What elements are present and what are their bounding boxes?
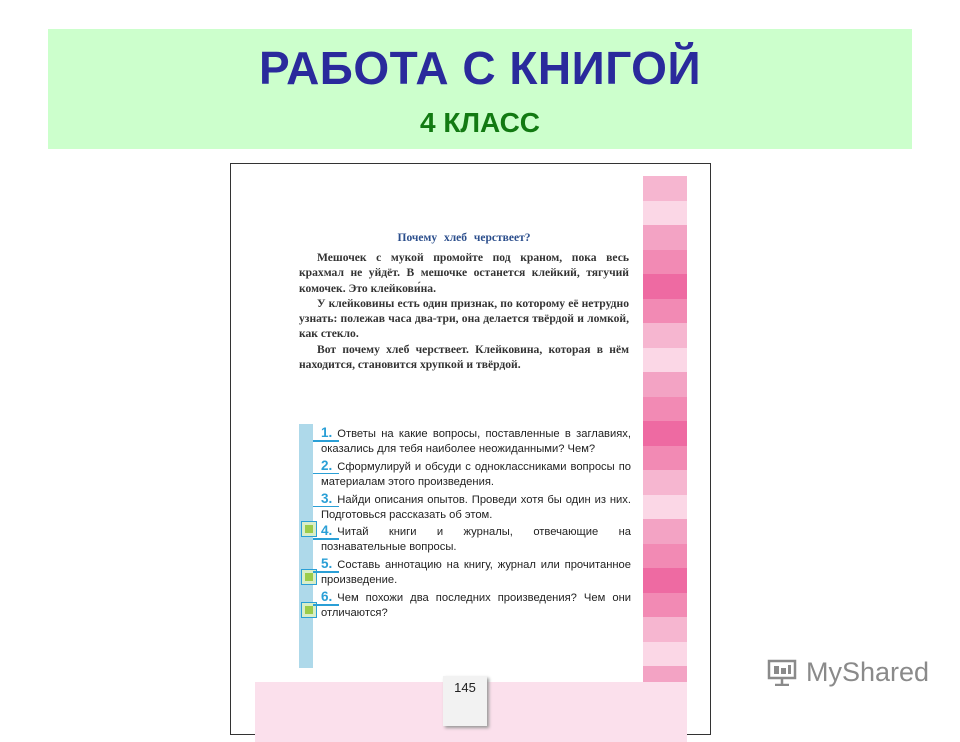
pink-strip-segment: [643, 470, 687, 495]
textbook-page-image: [230, 163, 711, 735]
pink-margin-strip: [643, 176, 687, 686]
question-item: [317, 492, 631, 523]
question-text: Чем похожи два последних произведения? Чем они отличаются?: [321, 592, 631, 619]
pink-strip-segment: [643, 397, 687, 422]
pink-strip-segment: [643, 568, 687, 593]
question-number: 1.: [321, 425, 333, 440]
pink-strip-segment: [643, 348, 687, 373]
slide-title: РАБОТА С КНИГОЙ: [258, 42, 702, 94]
pink-strip-segment: [643, 299, 687, 324]
question-item: [317, 524, 631, 555]
paragraph: Вот почему хлеб черствеет. Клейковина, которая в нём находится, становится хрупкой и твёрдой.: [299, 342, 629, 372]
page-number: 145: [443, 676, 487, 726]
question-text: Найди описания опытов. Проведи хотя бы один из них. Подготовься рассказать об этом.: [321, 493, 631, 521]
pink-strip-segment: [643, 495, 687, 520]
question-text: Составь аннотацию на книгу, журнал или прочитанное произведение.: [321, 559, 631, 587]
question-number: 6.: [321, 589, 333, 605]
paragraph: У клейковины есть один признак, по которому её нетрудно узнать: полежав часа два-три, она делается твёрдой и ломкой, как стекло.: [299, 296, 629, 341]
pink-strip-segment: [643, 274, 687, 299]
article-heading: Почему хлеб черствеет?: [397, 232, 531, 244]
pink-strip-segment: [643, 446, 687, 471]
pink-strip-segment: [643, 593, 687, 618]
pink-strip-segment: [643, 642, 687, 667]
question-number: 3.: [321, 490, 333, 506]
logo-text: MyShared: [806, 657, 930, 687]
question-text: Читай книги и журналы, отвечающие на познавательные вопросы.: [321, 526, 631, 554]
question-item: [317, 557, 631, 588]
questions-sidebar-bar: [299, 424, 313, 668]
pink-strip-segment: [643, 323, 687, 348]
slide-subtitle: 4 КЛАСС: [419, 107, 541, 138]
article-body: [299, 250, 629, 372]
pink-strip-segment: [643, 176, 687, 201]
pink-strip-segment: [643, 617, 687, 642]
presentation-board-icon: [766, 658, 798, 686]
myshared-logo[interactable]: [766, 656, 930, 690]
pink-strip-segment: [643, 250, 687, 275]
question-number: 2.: [321, 457, 333, 473]
question-item: [317, 426, 631, 457]
pink-strip-segment: [643, 544, 687, 569]
pink-strip-segment: [643, 225, 687, 250]
question-text: Ответы на какие вопросы, поставленные в заглавиях, оказались для тебя наиболее неожиданными? Чем?: [321, 428, 631, 455]
title-banner: [48, 29, 912, 149]
question-number: 4.: [321, 523, 333, 539]
paragraph: Мешочек с мукой промойте под краном, пока весь крахмал не уйдёт. В мешочке останется клейкий, тягучий комочек. Это клейкови́на.: [299, 251, 629, 295]
activity-marker-icon: [301, 521, 317, 537]
pink-strip-segment: [643, 372, 687, 397]
question-number: 5.: [321, 556, 333, 572]
question-text: Сформулируй и обсуди с одноклассниками вопросы по материалам этого произведения.: [321, 460, 631, 488]
pink-strip-segment: [643, 201, 687, 226]
pink-strip-segment: [643, 421, 687, 446]
questions-list: [317, 426, 631, 623]
question-item: [317, 459, 631, 490]
pink-strip-segment: [643, 519, 687, 544]
question-item: [317, 590, 631, 621]
